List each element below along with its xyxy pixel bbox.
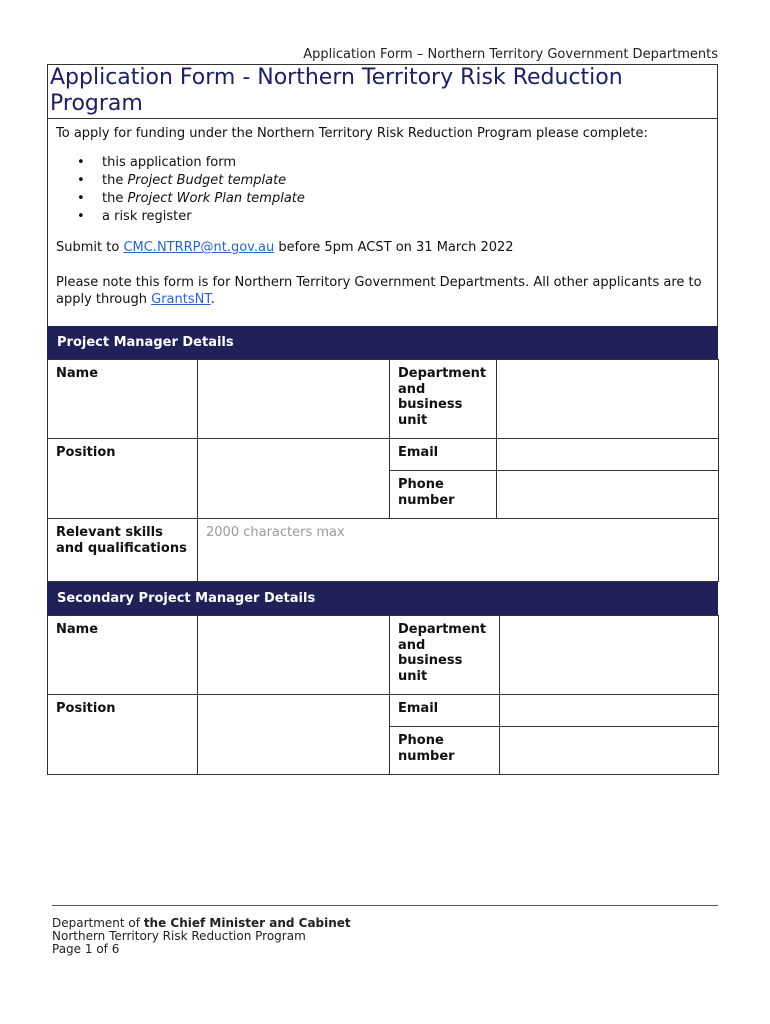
submit-line: Submit to CMC.NTRRP@nt.gov.au before 5pm ACST on 31 March 2022 xyxy=(56,240,514,255)
requirements-list xyxy=(56,154,709,226)
page-number: Page 1 of 6 xyxy=(52,942,120,956)
secondary-manager-table xyxy=(47,615,719,775)
page-title: Application Form - Northern Territory Risk Reduction Program xyxy=(50,65,623,116)
name-field[interactable] xyxy=(198,616,390,695)
list-item: • the Project Budget template xyxy=(102,172,709,190)
position-label: Position xyxy=(48,695,198,775)
phone-label: Phone number xyxy=(390,471,497,519)
intro-lead: To apply for funding under the Northern Territory Risk Reduction Program please complete: xyxy=(56,126,648,141)
secondary-manager-heading: Secondary Project Manager Details xyxy=(47,582,718,615)
email-field[interactable] xyxy=(500,695,719,727)
submit-email-link[interactable]: CMC.NTRRP@nt.gov.au xyxy=(123,240,275,255)
email-label: Email xyxy=(390,439,497,471)
position-field[interactable] xyxy=(198,695,390,775)
department-label: Department and business unit xyxy=(390,616,500,695)
note-line: Please note this form is for Northern Territory Government Departments. All other applicants are to apply through GrantsNT. xyxy=(56,275,702,307)
phone-field[interactable] xyxy=(500,727,719,775)
running-header: Application Form – Northern Territory Government Departments xyxy=(303,47,718,62)
title-box xyxy=(47,64,718,119)
project-manager-table xyxy=(47,359,719,582)
name-label: Name xyxy=(48,616,198,695)
email-field[interactable] xyxy=(497,439,719,471)
footer-department: Department of the Chief Minister and Cabinet xyxy=(52,916,351,930)
phone-field[interactable] xyxy=(497,471,719,519)
list-item: • this application form xyxy=(102,154,709,172)
email-label: Email xyxy=(390,695,500,727)
project-manager-heading: Project Manager Details xyxy=(47,326,718,359)
skills-label: Relevant skills and qualifications xyxy=(48,519,198,582)
department-field[interactable] xyxy=(497,360,719,439)
footer-program: Northern Territory Risk Reduction Program xyxy=(52,929,306,943)
grantsnt-link[interactable]: GrantsNT xyxy=(151,292,211,307)
position-label: Position xyxy=(48,439,198,519)
page-footer xyxy=(52,905,718,956)
list-item: • the Project Work Plan template xyxy=(102,190,709,208)
department-label: Department and business unit xyxy=(390,360,497,439)
name-label: Name xyxy=(48,360,198,439)
position-field[interactable] xyxy=(198,439,390,519)
department-field[interactable] xyxy=(500,616,719,695)
skills-field[interactable]: 2000 characters max xyxy=(198,519,719,582)
list-item: • a risk register xyxy=(102,208,709,226)
intro-section xyxy=(47,119,718,326)
name-field[interactable] xyxy=(198,360,390,439)
form-frame xyxy=(47,64,718,775)
phone-label: Phone number xyxy=(390,727,500,775)
